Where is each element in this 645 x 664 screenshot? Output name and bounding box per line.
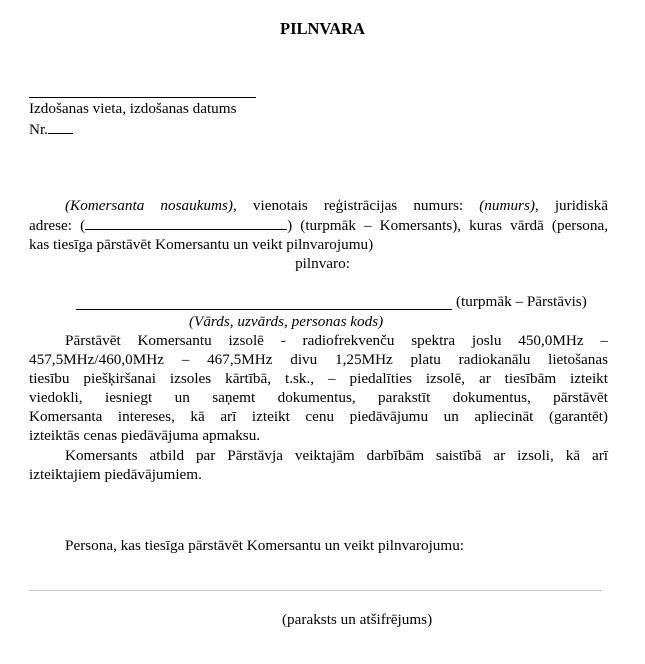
paragraph-1-line: Komersanta intereses, kā arī izteikt cenu piedāvājumu un apliecināt (garantēt): [29, 408, 608, 425]
signature-person-label: Persona, kas tiesīga pārstāvēt Komersantu un veikt pilnvarojumu:: [65, 537, 465, 554]
signature-line: [29, 590, 602, 591]
address-blank: [85, 216, 287, 230]
address-text: , juridiskā: [534, 197, 608, 214]
paragraph-1-line: tiesību piešķiršanai izsoles kārtībā, t.sk., – piedalīties izsolē, ar tiesībām izteikt: [29, 370, 608, 387]
paragraph-1-line: Pārstāvēt Komersantu izsolē - radiofrekvenču spektra joslu 450,0MHz –: [65, 332, 608, 349]
grantor-line-2: [29, 216, 608, 236]
address-tail: ) (turpmāk – Komersants), kuras vārdā (persona,: [287, 217, 609, 234]
paragraph-1-line: 457,5MHz/460,0MHz – 467,5MHz divu 1,25MHz platu radiokanālu lietošanas: [29, 351, 608, 368]
company-name-placeholder: (Komersanta nosaukums): [65, 197, 233, 214]
paragraph-1-line: viedokli, iesniegt un saņemt dokumentus, parakstīt dokumentus, pārstāvēt: [29, 389, 608, 406]
document-number: [29, 120, 73, 140]
place-date-label: Izdošanas vieta, izdošanas datums: [29, 100, 237, 117]
paragraph-2-line: izteiktajiem piedāvājumiem.: [29, 466, 202, 483]
signature-caption: (paraksts un atšifrējums): [282, 611, 433, 628]
number-blank: [48, 120, 73, 134]
paragraph-2-line: Komersants atbild par Pārstāvja veiktajām darbībām saistībā ar izsoli, kā arī: [65, 447, 608, 464]
number-label: Nr.: [29, 121, 48, 138]
representative-suffix: (turpmāk – Pārstāvis): [456, 293, 587, 310]
representative-line: [76, 309, 452, 310]
paragraph-1-line: izteiktās cenas piedāvājuma apmaksu.: [29, 427, 261, 444]
reg-text: , vienotais reģistrācijas numurs:: [232, 197, 480, 214]
address-label: adrese: (: [29, 217, 86, 234]
page-title: PILNVARA: [280, 19, 365, 38]
representative-caption: (Vārds, uzvārds, personas kods): [189, 313, 384, 330]
grantor-line-3: kas tiesīga pārstāvēt Komersantu un veikt pilnvarojumu): [29, 236, 374, 253]
grantor-line-1: [29, 197, 608, 216]
reg-number-placeholder: (numurs): [479, 197, 535, 214]
authorizes-text: pilnvaro:: [295, 255, 350, 272]
place-date-line: [29, 97, 256, 98]
